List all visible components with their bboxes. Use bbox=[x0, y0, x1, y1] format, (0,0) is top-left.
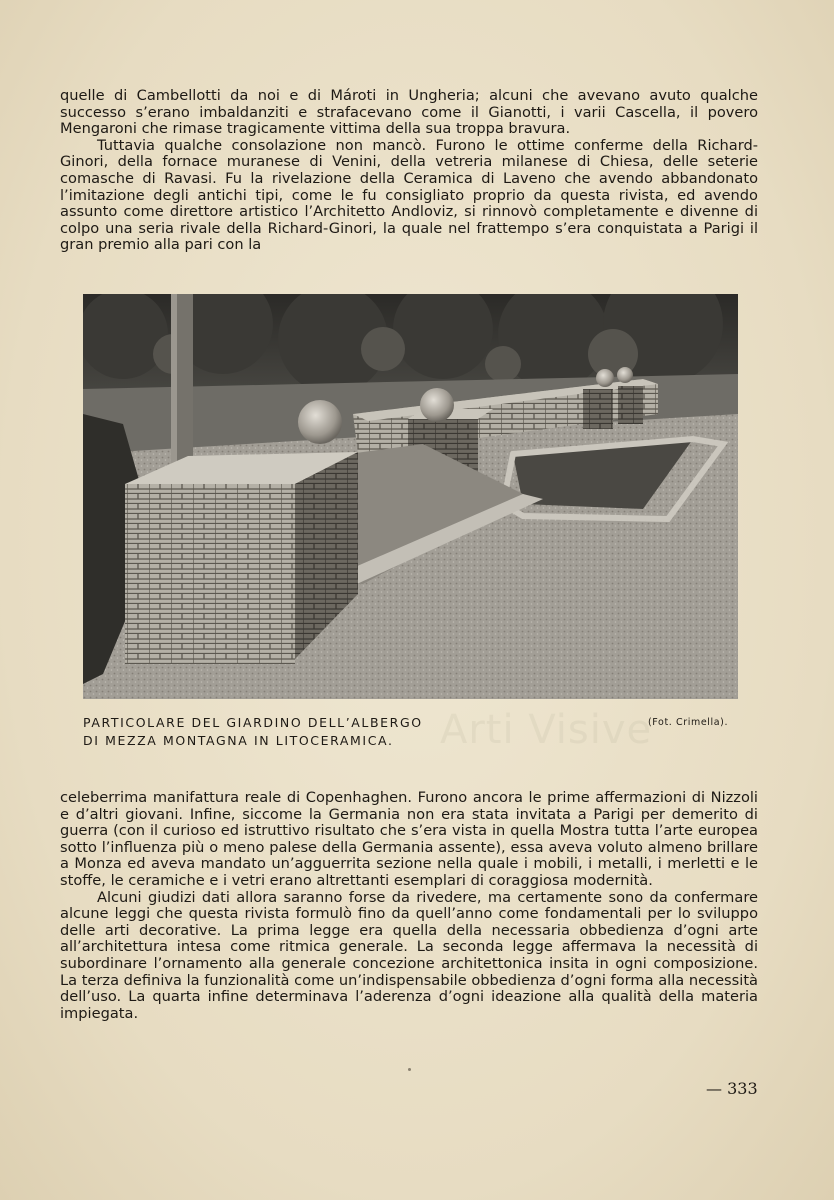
caption-line: DI MEZZA MONTAGNA IN LITOCERAMICA. bbox=[83, 733, 394, 748]
garden-photograph bbox=[83, 294, 738, 699]
paragraph: celeberrima manifattura reale di Copenhaghen. Furono ancora le prime affermazioni di Nizzoli e d’altri giovani. Infine, siccome la Germania non era stata invitata a Parigi per demerito di guerra (con il curioso ed istruttivo risultato che s’era vista in quella Mostra tutta l’arte europea sotto l’influenza più o meno palese della Germania assente), essa aveva voluto almeno brillare a Monza ed aveva mandato un’agguerrita sezione nella quale i mobili, i metalli, i merletti e le stoffe, le ceramiche e i vetri erano altrettanti esemplari di coraggiosa modernità. bbox=[60, 789, 758, 889]
body-text-bottom bbox=[60, 790, 758, 1022]
paragraph: quelle di Cambellotti da noi e di Mároti in Ungheria; alcuni che avevano avuto qualche successo s’erano imbaldanziti e strafacevano come il Gianotti, i varii Cascella, il povero Mengaroni che rimase tragicamente vittima della sua troppa bravura. bbox=[60, 87, 758, 138]
page-number: — 333 bbox=[706, 1079, 758, 1098]
figure-caption bbox=[83, 714, 423, 750]
caption-line: PARTICOLARE DEL GIARDINO DELL’ALBERGO bbox=[83, 715, 423, 730]
body-text-top bbox=[60, 88, 758, 254]
paragraph: Tuttavia qualche consolazione non mancò. Furono le ottime conferme della Richard-Ginori, della fornace muranese di Venini, della vetreria milanese di Chiesa, delle seterie comasche di Ravasi. Fu la rivelazione della Ceramica di Laveno che avendo abbandonato l’imitazione degli antichi tipi, come le fu consigliato proprio da questa rivista, ed avendo assunto come direttore artistico l’Architetto Andloviz, si rinnovò completamente e divenne di colpo una seria rivale della Richard-Ginori, la quale nel frattempo s’era conquistata a Parigi il gran premio alla pari con la bbox=[60, 136, 758, 254]
watermark: Arti Visive bbox=[440, 707, 653, 753]
photo-credit: (Fot. Crimella). bbox=[648, 717, 729, 728]
paper-speck bbox=[408, 1068, 411, 1071]
paragraph: Alcuni giudizi dati allora saranno forse da rivedere, ma certamente sono da confermare alcune leggi che questa rivista formulò fino da quell’anno come fondamentali per lo sviluppo delle arti decorative. La prima legge era quella della necessaria obbedienza d’ogni arte all’architettura intesa come ritmica generale. La seconda legge affermava la necessità di subordinare l’ornamento alla generale concezione architettonica insita in ogni composizione. La terza definiva la funzionalità come un’indispensabile obbedienza d’ogni forma alla necessità dell’uso. La quarta infine determinava l’aderenza d’ogni ideazione alla qualità della materia impiegata. bbox=[60, 888, 758, 1022]
